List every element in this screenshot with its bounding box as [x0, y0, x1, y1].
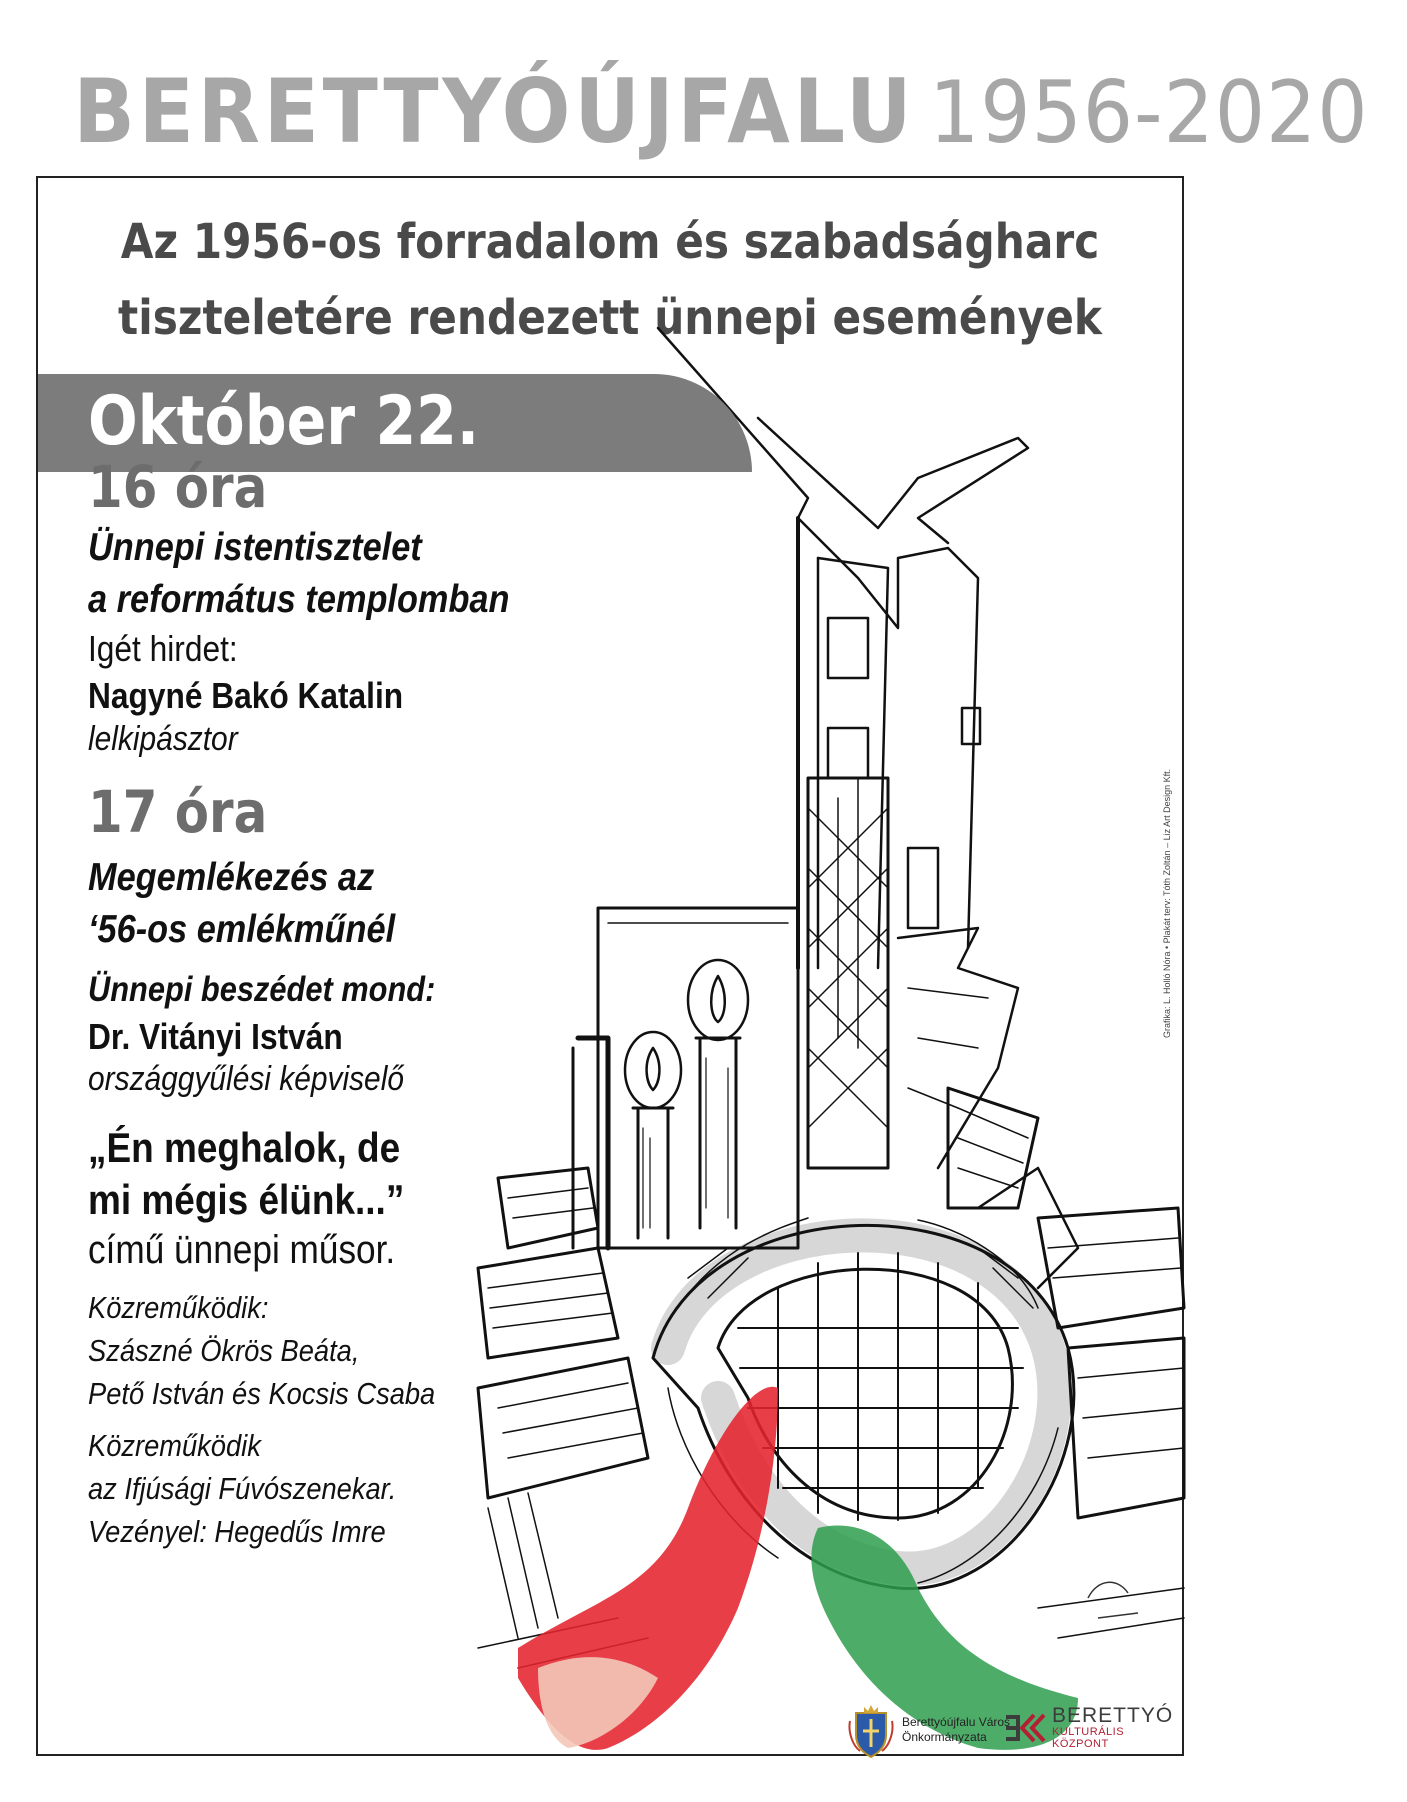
program-quote-line-1: „Én meghalok, de [88, 1124, 401, 1171]
conductor: Vezényel: Hegedűs Imre [88, 1514, 386, 1549]
city-logo [846, 1700, 1010, 1760]
event2-speech-label: Ünnepi beszédet mond: [88, 970, 436, 1009]
event1-person-title: lelkipásztor [88, 720, 238, 758]
event2-time: 17 óra [88, 778, 268, 846]
event1-person: Nagyné Bakó Katalin [88, 675, 404, 716]
event2-speaker: Dr. Vitányi István [88, 1016, 343, 1057]
bkk-monogram-icon [1004, 1713, 1046, 1743]
event1-title-line-1: Ünnepi istentisztelet [88, 526, 422, 569]
year-range: 1956-2020 [929, 63, 1369, 163]
credits: Grafika: L. Holló Nóra • Plakát terv: Tóth Zoltán – Liz Art Design Kft. [1162, 768, 1172, 1038]
contributors-line-1: Szászné Ökrös Beáta, [88, 1333, 360, 1368]
city-name: BERETTYÓÚJFALU [73, 60, 916, 163]
event1-role-label: Igét hirdet: [88, 628, 238, 669]
band-contrib-line-1: Közreműködik [88, 1428, 261, 1463]
event-date: Október 22. [88, 382, 480, 461]
kk-subtitle: KULTURÁLIS KÖZPONT [1052, 1726, 1125, 1750]
city-logo-line-2: Önkormányzata [902, 1730, 987, 1744]
subtitle-line-2: tiszteletére rendezett ünnepi események [118, 290, 1102, 346]
kk-name: BERETTYÓ [1052, 1704, 1174, 1727]
kulturalis-kozpont-logo [1004, 1706, 1182, 1750]
poster-frame [36, 176, 1184, 1756]
event2-speaker-title: országgyűlési képviselő [88, 1060, 404, 1098]
band-contrib-line-2: az Ifjúsági Fúvószenekar. [88, 1471, 397, 1506]
event1-time: 16 óra [88, 453, 268, 521]
program-quote-line-2: mi mégis élünk...” [88, 1176, 405, 1223]
event2-title-line-2: ‘56-os emlékműnél [88, 908, 396, 951]
city-logo-line-1: Berettyóújfalu Város [902, 1715, 1011, 1729]
poster-header [0, 60, 1369, 170]
contributors-line-2: Pető István és Kocsis Csaba [88, 1376, 436, 1411]
contributors-label: Közreműködik: [88, 1290, 269, 1325]
coat-of-arms-icon [846, 1701, 896, 1759]
poster-subtitle [38, 204, 1182, 356]
event1-title-line-2: a református templomban [88, 578, 510, 621]
subtitle-line-1: Az 1956-os forradalom és szabadságharc [120, 214, 1100, 270]
event2-title-line-1: Megemlékezés az [88, 856, 375, 899]
program-label: című ünnepi műsor. [88, 1228, 396, 1272]
memorial-illustration [478, 348, 1184, 1756]
